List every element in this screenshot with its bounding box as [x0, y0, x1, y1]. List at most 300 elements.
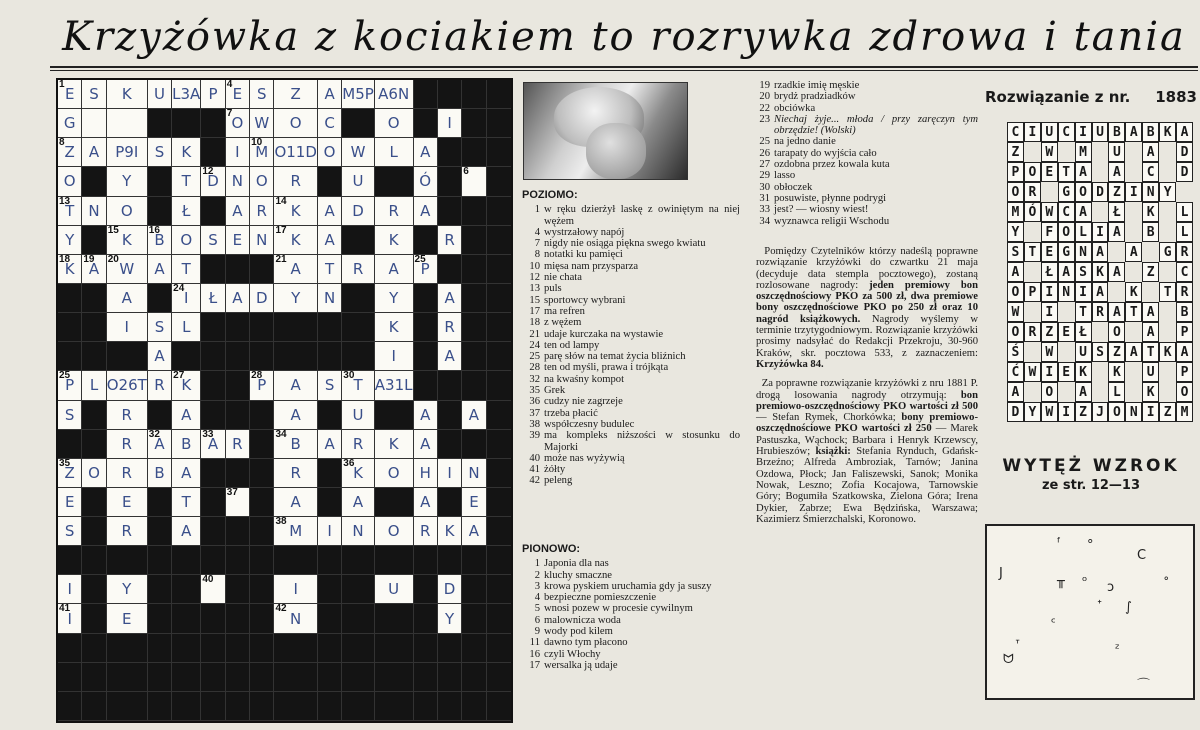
- grid-cell[interactable]: [172, 430, 201, 459]
- grid-cell[interactable]: [274, 167, 317, 196]
- grid-cell[interactable]: [107, 575, 148, 604]
- solution-cell: A: [1092, 282, 1109, 302]
- grid-cell: [414, 226, 438, 255]
- grid-cell[interactable]: [438, 226, 462, 255]
- clue-text: puls: [544, 283, 562, 295]
- grid-cell[interactable]: [58, 109, 82, 138]
- grid-cell[interactable]: [172, 371, 201, 400]
- cell-letter: A: [420, 434, 431, 453]
- grid-cell[interactable]: [226, 197, 250, 226]
- solution-cell: Ł: [1108, 202, 1125, 222]
- clue-text: Japonia dla nas: [544, 558, 609, 570]
- grid-cell[interactable]: [375, 197, 414, 226]
- grid-cell[interactable]: [414, 197, 438, 226]
- grid-cell[interactable]: [58, 197, 82, 226]
- grid-cell[interactable]: [342, 517, 375, 546]
- grid-cell[interactable]: [274, 517, 317, 546]
- solution-cell: U: [1075, 342, 1092, 362]
- cell-number: 40: [202, 574, 214, 586]
- grid-cell[interactable]: [107, 517, 148, 546]
- grid-cell[interactable]: [414, 517, 438, 546]
- grid-cell[interactable]: [172, 226, 201, 255]
- cell-letter: A: [444, 347, 455, 366]
- solution-cell: A: [1142, 302, 1159, 322]
- cell-letter: P: [208, 85, 218, 104]
- solution-cell: K: [1125, 282, 1142, 302]
- grid-cell[interactable]: [318, 197, 342, 226]
- grid-cell[interactable]: [250, 197, 274, 226]
- clue-item: [522, 396, 740, 407]
- grid-cell[interactable]: [148, 80, 172, 109]
- cell-letter: P: [65, 376, 75, 395]
- cell-letter: A: [154, 259, 165, 278]
- solution-cell: I: [1075, 282, 1092, 302]
- grid-cell: [318, 167, 342, 196]
- grid-cell: [414, 80, 438, 109]
- clue-item: [522, 306, 740, 317]
- grid-cell[interactable]: [342, 430, 375, 459]
- cell-letter: A: [154, 347, 165, 366]
- grid-cell[interactable]: [438, 604, 462, 633]
- grid-cell: [318, 313, 342, 342]
- cell-letter: A: [121, 289, 132, 308]
- grid-cell: [82, 663, 106, 692]
- clue-number: 23: [759, 113, 770, 125]
- clue-item: [522, 385, 740, 396]
- grid-cell[interactable]: [148, 371, 172, 400]
- cell-letter: A: [324, 230, 335, 249]
- grid-cell: [201, 109, 225, 138]
- cell-letter: D: [352, 201, 364, 220]
- clue-number: 16: [529, 648, 540, 660]
- cell-number: 42: [275, 603, 287, 615]
- solution-cell: U: [1092, 122, 1109, 142]
- grid-cell: [82, 517, 106, 546]
- grid-cell[interactable]: [82, 109, 106, 138]
- solution-cell: A: [1176, 122, 1193, 142]
- clue-item: [522, 649, 740, 660]
- grid-cell[interactable]: [375, 575, 414, 604]
- grid-cell[interactable]: [342, 371, 375, 400]
- grid-cell[interactable]: [58, 575, 82, 604]
- cell-letter: O: [387, 522, 400, 541]
- grid-cell[interactable]: [148, 255, 172, 284]
- grid-cell[interactable]: [58, 371, 82, 400]
- cell-letter: A: [290, 492, 301, 511]
- grid-cell[interactable]: [107, 430, 148, 459]
- cell-letter: S: [89, 85, 99, 104]
- grid-cell[interactable]: [58, 459, 82, 488]
- grid-cell[interactable]: [172, 284, 201, 313]
- grid-cell[interactable]: [462, 167, 486, 196]
- solution-cell: [1092, 162, 1109, 182]
- grid-cell: [201, 255, 225, 284]
- clue-number: 19: [759, 80, 770, 91]
- grid-cell[interactable]: [172, 459, 201, 488]
- cell-letter: O: [88, 463, 100, 482]
- grid-cell[interactable]: [274, 430, 317, 459]
- grid-cell: [226, 692, 250, 721]
- grid-cell: [250, 692, 274, 721]
- grid-cell[interactable]: [148, 342, 172, 371]
- solution-cell: E: [1058, 362, 1075, 382]
- grid-cell[interactable]: [375, 313, 414, 342]
- clue-number: 1: [534, 204, 540, 216]
- grid-cell[interactable]: [342, 138, 375, 167]
- solution-cell: [1092, 142, 1109, 162]
- grid-cell[interactable]: [375, 342, 414, 371]
- clue-text: parę słów na temat życia bliźnich: [544, 351, 686, 363]
- grid-cell[interactable]: [58, 488, 82, 517]
- grid-cell[interactable]: [438, 517, 462, 546]
- solution-cell: L: [1176, 222, 1193, 242]
- grid-cell[interactable]: [201, 226, 225, 255]
- grid-cell[interactable]: [414, 167, 438, 196]
- spot-puzzle-subtitle: ze str. 12—13: [1041, 478, 1141, 493]
- grid-cell[interactable]: [414, 488, 438, 517]
- solution-cell: A: [1058, 262, 1075, 282]
- grid-cell[interactable]: [250, 80, 274, 109]
- winners-bon-500: bon premiowo-oszczędnościowy PKO wartości zł 500: [756, 389, 978, 412]
- rules-prizes: jeden premiowy bon oszczędnościowy PKO za 500 zł, dwa premiowe bony oszczędnościowe PKO po 250 zł oraz 10 nagród książkowych.: [756, 279, 978, 325]
- clue-item: [752, 103, 978, 114]
- grid-cell[interactable]: [375, 226, 414, 255]
- clue-number: 11: [529, 637, 540, 649]
- grid-cell: [462, 342, 486, 371]
- grid-cell: [414, 371, 438, 400]
- grid-cell[interactable]: [342, 80, 375, 109]
- grid-cell[interactable]: [107, 284, 148, 313]
- solution-cell: T: [1142, 342, 1159, 362]
- grid-cell[interactable]: [342, 197, 375, 226]
- solution-cell: R: [1092, 302, 1109, 322]
- grid-cell[interactable]: [58, 80, 82, 109]
- grid-cell: [250, 342, 274, 371]
- cell-letter: W: [254, 114, 270, 133]
- solution-cell: A: [1125, 122, 1142, 142]
- crossword-grid[interactable]: [56, 78, 513, 723]
- grid-cell[interactable]: [318, 80, 342, 109]
- grid-cell[interactable]: [438, 313, 462, 342]
- solution-cell: A: [1125, 242, 1142, 262]
- grid-cell: [82, 546, 106, 575]
- grid-cell: [201, 197, 225, 226]
- grid-cell: [226, 401, 250, 430]
- grid-cell: [250, 604, 274, 633]
- grid-cell[interactable]: [274, 604, 317, 633]
- grid-cell: [342, 284, 375, 313]
- grid-cell[interactable]: [318, 284, 342, 313]
- cell-letter: R: [256, 201, 267, 220]
- grid-cell[interactable]: [107, 371, 148, 400]
- grid-cell: [487, 663, 511, 692]
- cell-letter: R: [121, 522, 132, 541]
- grid-cell[interactable]: [438, 459, 462, 488]
- grid-cell[interactable]: [342, 167, 375, 196]
- grid-cell[interactable]: [414, 138, 438, 167]
- grid-cell[interactable]: [414, 430, 438, 459]
- grid-cell[interactable]: [318, 226, 342, 255]
- grid-cell: [462, 313, 486, 342]
- grid-cell[interactable]: [342, 488, 375, 517]
- cell-letter: C: [324, 114, 335, 133]
- solution-cell: S: [1007, 242, 1024, 262]
- grid-cell[interactable]: [375, 284, 414, 313]
- clue-text: z wężem: [544, 317, 582, 329]
- grid-cell[interactable]: [274, 371, 317, 400]
- grid-cell[interactable]: [201, 430, 225, 459]
- across-heading: POZIOMO:: [522, 189, 578, 201]
- grid-cell[interactable]: [107, 138, 148, 167]
- down-clues-continued: [752, 80, 978, 227]
- grid-cell[interactable]: [172, 313, 201, 342]
- grid-cell[interactable]: [172, 167, 201, 196]
- grid-cell: [82, 604, 106, 633]
- cell-letter: I: [67, 609, 72, 628]
- grid-cell: [318, 459, 342, 488]
- grid-cell[interactable]: [414, 459, 438, 488]
- clue-item: [522, 249, 740, 260]
- grid-cell[interactable]: [172, 517, 201, 546]
- grid-cell[interactable]: [318, 138, 342, 167]
- grid-cell: [201, 663, 225, 692]
- grid-cell[interactable]: [148, 226, 172, 255]
- clue-item: [522, 329, 740, 340]
- grid-cell[interactable]: [201, 167, 225, 196]
- puzzle-mark: J: [999, 566, 1003, 581]
- grid-cell[interactable]: [250, 371, 274, 400]
- grid-cell[interactable]: [274, 226, 317, 255]
- grid-cell[interactable]: [58, 226, 82, 255]
- grid-cell[interactable]: [318, 517, 342, 546]
- grid-cell[interactable]: [438, 284, 462, 313]
- grid-cell[interactable]: [172, 138, 201, 167]
- grid-cell[interactable]: [414, 401, 438, 430]
- grid-cell[interactable]: [274, 575, 317, 604]
- grid-cell[interactable]: [107, 226, 148, 255]
- grid-cell[interactable]: [274, 138, 317, 167]
- grid-cell[interactable]: [107, 313, 148, 342]
- cell-letter: O: [231, 114, 244, 133]
- grid-cell[interactable]: [107, 80, 148, 109]
- grid-cell[interactable]: [375, 430, 414, 459]
- grid-cell: [438, 634, 462, 663]
- grid-cell[interactable]: [172, 255, 201, 284]
- cell-letter: A: [88, 259, 100, 278]
- grid-cell[interactable]: [318, 109, 342, 138]
- grid-cell[interactable]: [172, 401, 201, 430]
- grid-cell[interactable]: [107, 197, 148, 226]
- grid-cell: [318, 634, 342, 663]
- grid-cell[interactable]: [375, 371, 414, 400]
- grid-cell[interactable]: [318, 255, 342, 284]
- solution-cell: U: [1041, 122, 1058, 142]
- grid-cell[interactable]: [274, 488, 317, 517]
- grid-cell[interactable]: [274, 459, 317, 488]
- cell-letter: L: [389, 143, 398, 162]
- grid-cell[interactable]: [375, 109, 414, 138]
- grid-cell[interactable]: [107, 109, 148, 138]
- grid-cell[interactable]: [462, 488, 486, 517]
- grid-cell[interactable]: [82, 197, 106, 226]
- clue-item: [752, 159, 978, 170]
- grid-cell: [462, 575, 486, 604]
- grid-cell[interactable]: [226, 488, 250, 517]
- cell-letter: A: [290, 376, 301, 395]
- cell-letter: M5P: [342, 85, 374, 104]
- grid-cell[interactable]: [58, 255, 82, 284]
- grid-cell[interactable]: [274, 109, 317, 138]
- grid-cell[interactable]: [107, 167, 148, 196]
- clue-item: [522, 558, 740, 569]
- puzzle-mark: ᐪ: [1015, 638, 1021, 653]
- grid-cell[interactable]: [58, 517, 82, 546]
- grid-cell[interactable]: [462, 401, 486, 430]
- clue-text: kluchy smaczne: [544, 569, 612, 581]
- grid-cell[interactable]: [58, 401, 82, 430]
- clue-item: [522, 581, 740, 592]
- grid-cell[interactable]: [250, 226, 274, 255]
- cell-letter: A: [420, 143, 431, 162]
- puzzle-mark: ˳: [1163, 566, 1170, 581]
- grid-cell[interactable]: [438, 575, 462, 604]
- grid-cell[interactable]: [172, 80, 201, 109]
- grid-cell[interactable]: [58, 138, 82, 167]
- grid-cell[interactable]: [375, 517, 414, 546]
- grid-cell: [318, 692, 342, 721]
- grid-cell[interactable]: [274, 197, 317, 226]
- solution-cell: Ć: [1007, 362, 1024, 382]
- grid-cell[interactable]: [107, 488, 148, 517]
- cell-letter: Ł: [182, 201, 191, 220]
- grid-cell: [148, 197, 172, 226]
- grid-cell[interactable]: [82, 459, 106, 488]
- grid-cell[interactable]: [148, 313, 172, 342]
- page-title: Krzyżówka z kociakiem to rozrywka zdrowa i tania: [62, 14, 1186, 60]
- down-clues: [522, 540, 740, 671]
- grid-cell[interactable]: [172, 488, 201, 517]
- grid-cell[interactable]: [107, 255, 148, 284]
- grid-cell[interactable]: [274, 284, 317, 313]
- grid-cell[interactable]: [201, 575, 225, 604]
- grid-cell[interactable]: [58, 167, 82, 196]
- grid-cell[interactable]: [107, 459, 148, 488]
- grid-cell[interactable]: [82, 255, 106, 284]
- grid-cell[interactable]: [274, 80, 317, 109]
- grid-cell[interactable]: [107, 604, 148, 633]
- solution-cell: K: [1159, 122, 1176, 142]
- grid-cell: [487, 109, 511, 138]
- solution-cell: [1125, 322, 1142, 342]
- grid-cell[interactable]: [318, 371, 342, 400]
- grid-cell: [375, 488, 414, 517]
- grid-cell[interactable]: [226, 138, 250, 167]
- cell-letter: O26T: [106, 376, 147, 395]
- grid-cell[interactable]: [226, 430, 250, 459]
- grid-cell: [414, 313, 438, 342]
- cell-letter: A: [232, 201, 243, 220]
- grid-cell[interactable]: [172, 197, 201, 226]
- grid-cell[interactable]: [375, 255, 414, 284]
- grid-cell: [201, 459, 225, 488]
- grid-cell[interactable]: [462, 459, 486, 488]
- solution-cell: [1092, 362, 1109, 382]
- solution-cell: Z: [1142, 262, 1159, 282]
- grid-cell[interactable]: [226, 109, 250, 138]
- grid-cell: [375, 401, 414, 430]
- grid-cell[interactable]: [82, 371, 106, 400]
- clue-text: wyznawca religii Wschodu: [774, 215, 890, 227]
- grid-cell[interactable]: [375, 138, 414, 167]
- grid-cell[interactable]: [342, 255, 375, 284]
- clue-number: 32: [529, 373, 540, 385]
- grid-cell[interactable]: [201, 80, 225, 109]
- solution-cell: G: [1058, 182, 1075, 202]
- grid-cell[interactable]: [226, 80, 250, 109]
- grid-cell[interactable]: [438, 109, 462, 138]
- grid-cell[interactable]: [226, 226, 250, 255]
- grid-cell[interactable]: [414, 255, 438, 284]
- grid-cell[interactable]: [318, 430, 342, 459]
- grid-cell: [487, 371, 511, 400]
- grid-cell[interactable]: [82, 80, 106, 109]
- grid-cell[interactable]: [148, 459, 172, 488]
- grid-cell[interactable]: [58, 604, 82, 633]
- grid-cell[interactable]: [274, 255, 317, 284]
- cell-letter: S: [208, 230, 218, 249]
- clue-item: [522, 660, 740, 671]
- grid-cell[interactable]: [438, 342, 462, 371]
- clue-number: 9: [534, 626, 540, 638]
- grid-cell[interactable]: [250, 138, 274, 167]
- grid-cell: [414, 663, 438, 692]
- cell-letter: T: [181, 172, 191, 191]
- grid-cell[interactable]: [342, 401, 375, 430]
- grid-cell: [250, 459, 274, 488]
- grid-cell[interactable]: [375, 459, 414, 488]
- grid-cell: [318, 575, 342, 604]
- clue-item: [752, 114, 978, 137]
- grid-cell[interactable]: [342, 459, 375, 488]
- grid-cell[interactable]: [274, 401, 317, 430]
- grid-cell[interactable]: [250, 284, 274, 313]
- grid-cell[interactable]: [462, 517, 486, 546]
- grid-cell[interactable]: [107, 401, 148, 430]
- grid-cell[interactable]: [250, 109, 274, 138]
- clue-number: 17: [529, 659, 540, 671]
- grid-cell[interactable]: [148, 138, 172, 167]
- cell-number: 25: [59, 370, 71, 382]
- grid-cell[interactable]: [226, 167, 250, 196]
- grid-cell: [342, 109, 375, 138]
- solution-cell: O: [1007, 282, 1024, 302]
- grid-cell[interactable]: [250, 167, 274, 196]
- grid-cell: [462, 226, 486, 255]
- clue-text: nie chata: [544, 272, 582, 284]
- grid-cell[interactable]: [148, 430, 172, 459]
- grid-cell[interactable]: [375, 80, 414, 109]
- grid-cell: [438, 430, 462, 459]
- clue-item: [522, 419, 740, 430]
- grid-cell: [107, 546, 148, 575]
- grid-cell[interactable]: [226, 284, 250, 313]
- grid-cell: [487, 459, 511, 488]
- grid-cell[interactable]: [201, 284, 225, 313]
- grid-cell[interactable]: [82, 138, 106, 167]
- clue-item: [522, 283, 740, 294]
- cell-letter: R: [388, 201, 399, 220]
- solution-cell: [1125, 262, 1142, 282]
